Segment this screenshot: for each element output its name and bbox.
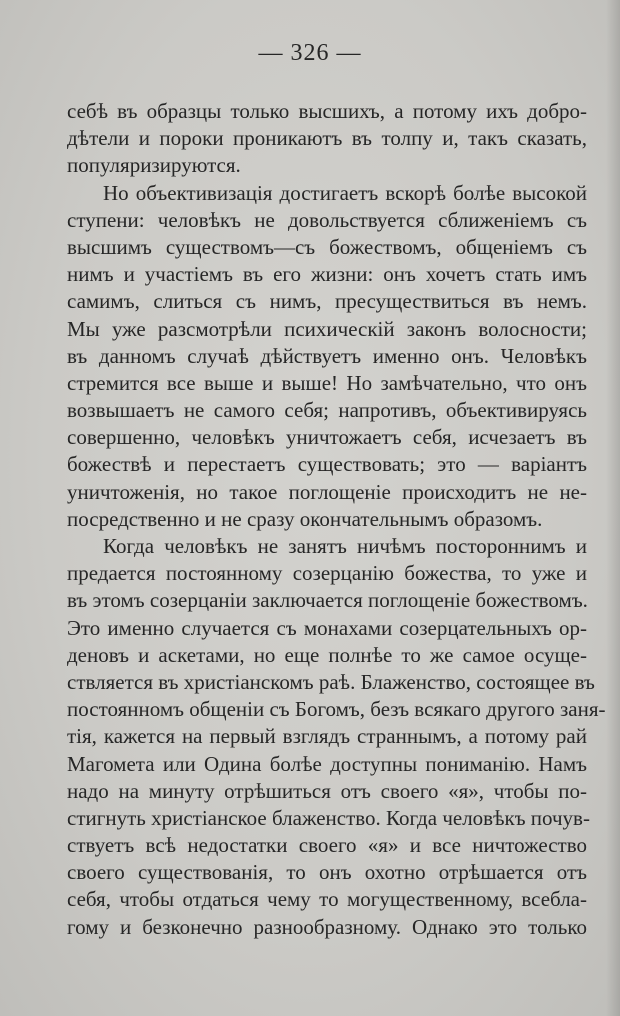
text-line: гому и безконечно разнообразному. Однако это только: [67, 914, 587, 939]
paragraph: [67, 180, 587, 533]
text-line: своего существованія, то онъ охотно отрѣшается отъ: [67, 860, 587, 885]
text-line: возвышаетъ не самого себя; напротивъ, объективируясь: [67, 398, 587, 423]
text-line: уничтоженія, но такое поглощеніе происходитъ не не-: [67, 479, 587, 504]
text-line: популяризируются.: [67, 153, 241, 178]
text-line: предается постоянному созерцанію божества, то уже и: [67, 561, 587, 586]
text-line: самимъ, слиться съ нимъ, пресуществиться въ немъ.: [67, 289, 587, 314]
page-number: — 326 —: [258, 40, 362, 66]
text-line: посредственно и не сразу окончательнымъ образомъ.: [67, 506, 543, 531]
text-line: деновъ и аскетами, но еще полнѣе то же самое осуще-: [67, 642, 587, 667]
text-line: себѣ въ образцы только высшихъ, а потому ихъ добро-: [67, 99, 587, 123]
text-line: себя, чтобы отдаться чему то могущественному, всебла-: [67, 887, 587, 912]
text-line: надо на минуту отрѣшиться отъ своего «я», чтобы по-: [67, 778, 587, 803]
text-line: Но объективизація достигаетъ вскорѣ болѣе высокой: [103, 180, 587, 205]
text-line: въ этомъ созерцаніи заключается поглощеніе божествомъ.: [67, 588, 588, 613]
text-line: ступени: человѣкъ не довольствуется сближеніемъ съ: [67, 207, 587, 232]
paragraph: [67, 533, 606, 941]
body-text: [67, 98, 606, 941]
text-line: стремится все выше и выше! Но замѣчательно, что онъ: [67, 370, 587, 395]
paragraph: [67, 98, 587, 180]
text-line: въ данномъ случаѣ дѣйствуетъ именно онъ. Человѣкъ: [67, 343, 587, 368]
text-line: Когда человѣкъ не занятъ ничѣмъ постороннимъ и: [103, 534, 587, 558]
text-line: высшимъ существомъ—съ божествомъ, общеніемъ съ: [67, 234, 587, 259]
text-line: тія, кажется на первый взглядъ страннымъ, а потому рай: [67, 724, 587, 749]
text-line: Магомета или Одина болѣе доступны пониманію. Намъ: [67, 751, 587, 776]
text-line: божествѣ и перестаетъ существовать; это — варіантъ: [67, 452, 587, 477]
page-edge-shadow: [606, 0, 620, 1016]
text-line: совершенно, человѣкъ уничтожаетъ себя, исчезаетъ въ: [67, 425, 587, 450]
text-line: постоянномъ общеніи съ Богомъ, безъ всякаго другого заня-: [67, 697, 606, 722]
text-line: нимъ и участіемъ въ его жизни: онъ хочетъ стать имъ: [67, 262, 587, 287]
text-line: Мы уже разсмотрѣли психическій законъ волосности;: [67, 316, 587, 341]
text-line: ствляется въ христіанскомъ раѣ. Блаженство, состоящее въ: [67, 669, 595, 694]
text-line: Это именно случается съ монахами созерцательныхъ ор-: [67, 615, 587, 640]
text-line: ствуетъ всѣ недостатки своего «я» и все ничтожество: [67, 833, 587, 858]
text-line: дѣтели и пороки проникаютъ въ толпу и, такъ сказать,: [67, 126, 587, 151]
text-line: стигнуть христіанское блаженство. Когда человѣкъ почув-: [67, 805, 590, 830]
